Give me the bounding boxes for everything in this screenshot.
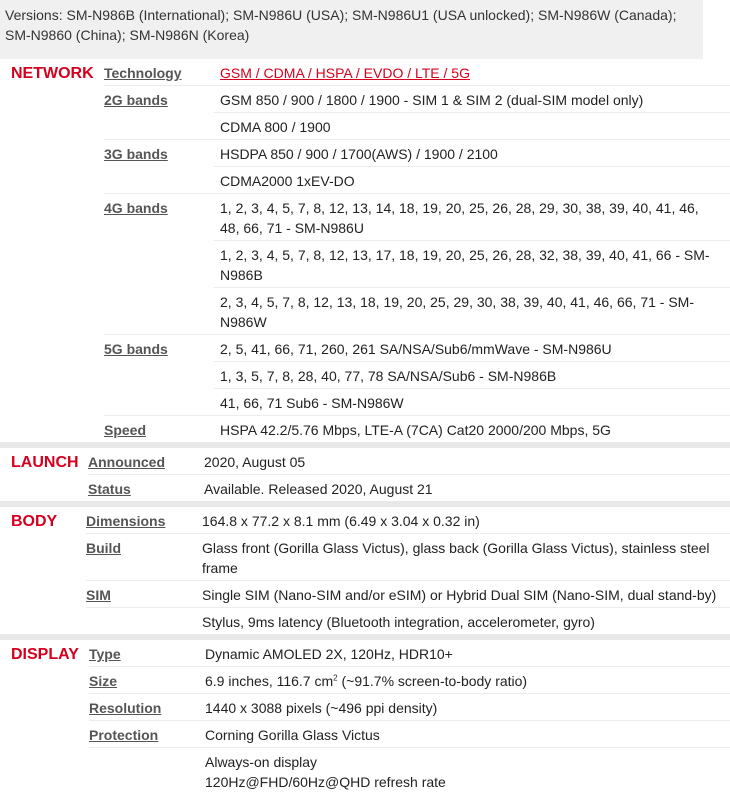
spec-label-sim[interactable]: SIM [86,581,196,608]
network-table [0,59,730,442]
spec-value-resolution: 1440 x 3088 pixels (~496 ppi density) [199,694,730,721]
category-network: NETWORK [0,59,104,442]
spec-row [0,534,730,581]
spec-label-status[interactable]: Status [88,475,198,502]
spec-row [0,59,730,86]
spec-value-5g-bands-u: 2, 5, 41, 66, 71, 260, 261 SA/NSA/Sub6/mmWave - SM-N986U [214,335,730,362]
spec-label-announced[interactable]: Announced [88,445,198,475]
spec-row [0,475,730,502]
spec-row [0,416,730,443]
spec-value-sim: Single SIM (Nano-SIM and/or eSIM) or Hybrid Dual SIM (Nano-SIM, dual stand-by) [196,581,730,608]
spec-label-2g-bands[interactable]: 2G bands [104,86,214,140]
spec-value-stylus: Stylus, 9ms latency (Bluetooth integration, accelerometer, gyro) [196,608,730,635]
spec-row [0,581,730,608]
spec-value-display-extra: Always-on display 120Hz@FHD/60Hz@QHD refresh rate [199,748,730,794]
spec-row [0,445,730,475]
spec-value-build: Glass front (Gorilla Glass Victus), glass back (Gorilla Glass Victus), stainless steel frame [196,534,730,581]
launch-table [0,442,730,501]
spec-row [0,504,730,534]
spec-label-size[interactable]: Size [89,667,199,694]
spec-row [0,637,730,667]
spec-label-empty [89,748,199,794]
spec-value-4g-bands-w: 2, 3, 4, 5, 7, 8, 12, 13, 18, 19, 20, 25, 29, 30, 38, 39, 40, 41, 46, 66, 71 - SM-N986W [214,288,730,335]
spec-label-technology[interactable]: Technology [104,59,214,86]
spec-label-resolution[interactable]: Resolution [89,694,199,721]
spec-row [0,194,730,241]
technology-link[interactable]: GSM / CDMA / HSPA / EVDO / LTE / 5G [220,65,470,81]
spec-value-5g-bands-b: 1, 3, 5, 7, 8, 28, 40, 77, 78 SA/NSA/Sub6 - SM-N986B [214,362,730,389]
spec-value-2g-bands-cdma: CDMA 800 / 1900 [214,113,730,140]
versions-note: Versions: SM-N986B (International); SM-N986U (USA); SM-N986U1 (USA unlocked); SM-N986W (Canada); SM-N9860 (China); SM-N986N (Korea) [0,0,703,51]
spec-row [0,86,730,113]
spec-label-build[interactable]: Build [86,534,196,581]
spec-row [0,335,730,362]
spec-row [0,748,730,794]
body-table [0,501,730,634]
spec-label-type[interactable]: Type [89,637,199,667]
versions-gap [0,51,703,59]
spec-value-status: Available. Released 2020, August 21 [198,475,730,502]
spec-value-protection: Corning Gorilla Glass Victus [199,721,730,748]
spec-value-2g-bands: GSM 850 / 900 / 1800 / 1900 - SIM 1 & SIM 2 (dual-SIM model only) [214,86,730,113]
spec-row [0,608,730,635]
spec-value-3g-bands-cdma: CDMA2000 1xEV-DO [214,167,730,194]
display-table [0,634,730,794]
spec-value-type: Dynamic AMOLED 2X, 120Hz, HDR10+ [199,637,730,667]
spec-value-3g-bands: HSDPA 850 / 900 / 1700(AWS) / 1900 / 2100 [214,140,730,167]
spec-label-5g-bands[interactable]: 5G bands [104,335,214,416]
spec-value-5g-bands-w: 41, 66, 71 Sub6 - SM-N986W [214,389,730,416]
spec-row [0,721,730,748]
spec-label-protection[interactable]: Protection [89,721,199,748]
category-body: BODY [0,504,86,634]
spec-label-empty [86,608,196,635]
category-launch: LAUNCH [0,445,88,501]
spec-label-3g-bands[interactable]: 3G bands [104,140,214,194]
spec-label-speed[interactable]: Speed [104,416,214,443]
spec-value-4g-bands-b: 1, 2, 3, 4, 5, 7, 8, 12, 13, 17, 18, 19, 20, 25, 26, 28, 32, 38, 39, 40, 41, 66 - SM-N986B [214,241,730,288]
spec-value-technology[interactable] [214,59,730,86]
spec-row [0,667,730,694]
category-display: DISPLAY [0,637,89,794]
spec-value-speed: HSPA 42.2/5.76 Mbps, LTE-A (7CA) Cat20 2000/200 Mbps, 5G [214,416,730,443]
spec-value-size: 6.9 inches, 116.7 $cm^2$ (~91.7% screen-to-body ratio) [199,667,730,694]
spec-value-4g-bands-u: 1, 2, 3, 4, 5, 7, 8, 12, 13, 14, 18, 19, 20, 25, 26, 28, 29, 30, 38, 39, 40, 41, 46, 48, 66, 71 - SM-N986U [214,194,730,241]
spec-value-announced: 2020, August 05 [198,445,730,475]
spec-label-4g-bands[interactable]: 4G bands [104,194,214,335]
spec-value-dimensions: 164.8 x 77.2 x 8.1 mm (6.49 x 3.04 x 0.32 in) [196,504,730,534]
spec-row [0,694,730,721]
spec-row [0,140,730,167]
spec-label-dimensions[interactable]: Dimensions [86,504,196,534]
